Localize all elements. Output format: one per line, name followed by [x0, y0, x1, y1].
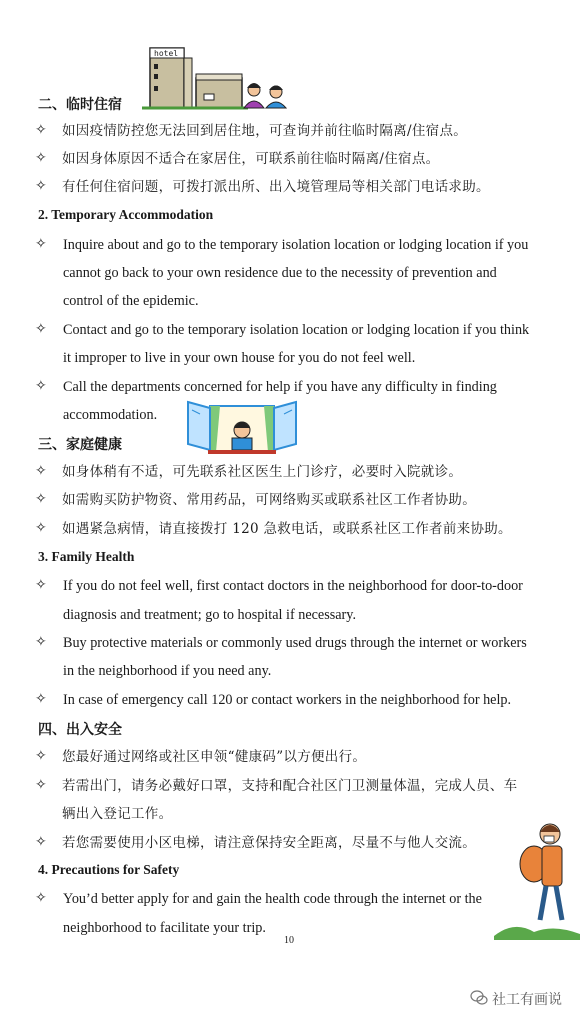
section2-en-item-1-line-3: control of the epidemic. — [63, 293, 199, 309]
section4-en-item-1-line-2: neighborhood to facilitate your trip. — [63, 920, 266, 936]
watermark: 社工有画说 — [492, 992, 562, 1008]
wechat-icon — [470, 990, 488, 1006]
window-illustration — [186, 400, 298, 456]
person-illustration — [494, 820, 580, 940]
section2-cn-item-1: 如因疫情防控您无法回到居住地，可查询并前往临时隔离/住宿点。 — [62, 123, 468, 139]
section3-en-item-1-line-1: If you do not feel well, first contact doctors in the neighborhood for door-to-door — [63, 578, 523, 594]
hotel-illustration — [140, 44, 300, 110]
bullet-icon: ✧ — [35, 777, 47, 793]
section2-en-item-3-line-2: accommodation. — [63, 407, 158, 423]
page-number: 10 — [284, 935, 294, 946]
section2-en-item-1-line-2: cannot go back to your own residence due to the necessity of prevention and — [63, 265, 497, 281]
section2-en-item-3-line-1: Call the departments concerned for help if you have any difficulty in finding — [63, 379, 497, 395]
bullet-icon: ✧ — [35, 122, 47, 138]
bullet-icon: ✧ — [35, 748, 47, 764]
section2-en-heading: 2. Temporary Accommodation — [38, 207, 214, 222]
section4-cn-heading: 四、出入安全 — [38, 722, 122, 738]
section2-cn-item-2: 如因身体原因不适合在家居住，可联系前往临时隔离/住宿点。 — [62, 151, 440, 167]
section3-cn-item-3: 如遇紧急病情，请直接拨打 120 急救电话，或联系社区工作者前来协助。 — [62, 521, 512, 537]
hotel-sign: hotel — [154, 49, 179, 58]
section3-en-heading: 3. Family Health — [38, 549, 135, 564]
bullet-icon: ✧ — [35, 890, 47, 906]
bullet-icon: ✧ — [35, 520, 47, 536]
bullet-icon: ✧ — [35, 178, 47, 194]
section4-cn-item-3: 若您需要使用小区电梯，请注意保持安全距离，尽量不与他人交流。 — [62, 835, 476, 851]
bullet-icon: ✧ — [35, 491, 47, 507]
section2-en-item-1-line-1: Inquire about and go to the temporary isolation location or lodging location if you — [63, 237, 529, 253]
section2-en-item-2-line-1: Contact and go to the temporary isolation location or lodging location if you think — [63, 322, 530, 338]
section4-en-item-1-line-1: You’d better apply for and gain the health code through the internet or the — [63, 891, 482, 907]
section3-cn-heading: 三、家庭健康 — [38, 437, 122, 453]
section2-cn-item-3: 有任何住宿问题，可拨打派出所、出入境管理局等相关部门电话求助。 — [62, 179, 490, 195]
bullet-icon: ✧ — [35, 236, 47, 252]
bullet-icon: ✧ — [35, 378, 47, 394]
bullet-icon: ✧ — [35, 834, 47, 850]
section4-cn-item-2-line-2: 辆出入登记工作。 — [62, 806, 173, 822]
bullet-icon: ✧ — [35, 150, 47, 166]
section4-cn-item-2-line-1: 若需出门，请务必戴好口罩，支持和配合社区门卫测量体温，完成人员、车 — [62, 778, 518, 794]
bullet-icon: ✧ — [35, 634, 47, 650]
bullet-icon: ✧ — [35, 321, 47, 337]
section3-cn-item-1: 如身体稍有不适，可先联系社区医生上门诊疗，必要时入院就诊。 — [62, 464, 463, 480]
section2-en-item-2-line-2: it improper to live in your own house for you do not feel well. — [63, 350, 416, 366]
section4-cn-item-1: 您最好通过网络或社区申领“健康码”以方便出行。 — [62, 749, 367, 765]
section3-en-item-3-line-1: In case of emergency call 120 or contact workers in the neighborhood for help. — [63, 692, 512, 708]
section3-en-item-2-line-2: in the neighborhood if you need any. — [63, 663, 272, 679]
bullet-icon: ✧ — [35, 463, 47, 479]
section3-en-item-1-line-2: diagnosis and treatment; go to hospital if necessary. — [63, 607, 357, 623]
section3-cn-item-2: 如需购买防护物资、常用药品，可网络购买或联系社区工作者协助。 — [62, 492, 476, 508]
bullet-icon: ✧ — [35, 577, 47, 593]
section4-en-heading: 4. Precautions for Safety — [38, 862, 180, 877]
bullet-icon: ✧ — [35, 691, 47, 707]
section2-cn-heading: 二、临时住宿 — [38, 97, 122, 113]
section3-en-item-2-line-1: Buy protective materials or commonly used drugs through the internet or workers — [63, 635, 527, 651]
